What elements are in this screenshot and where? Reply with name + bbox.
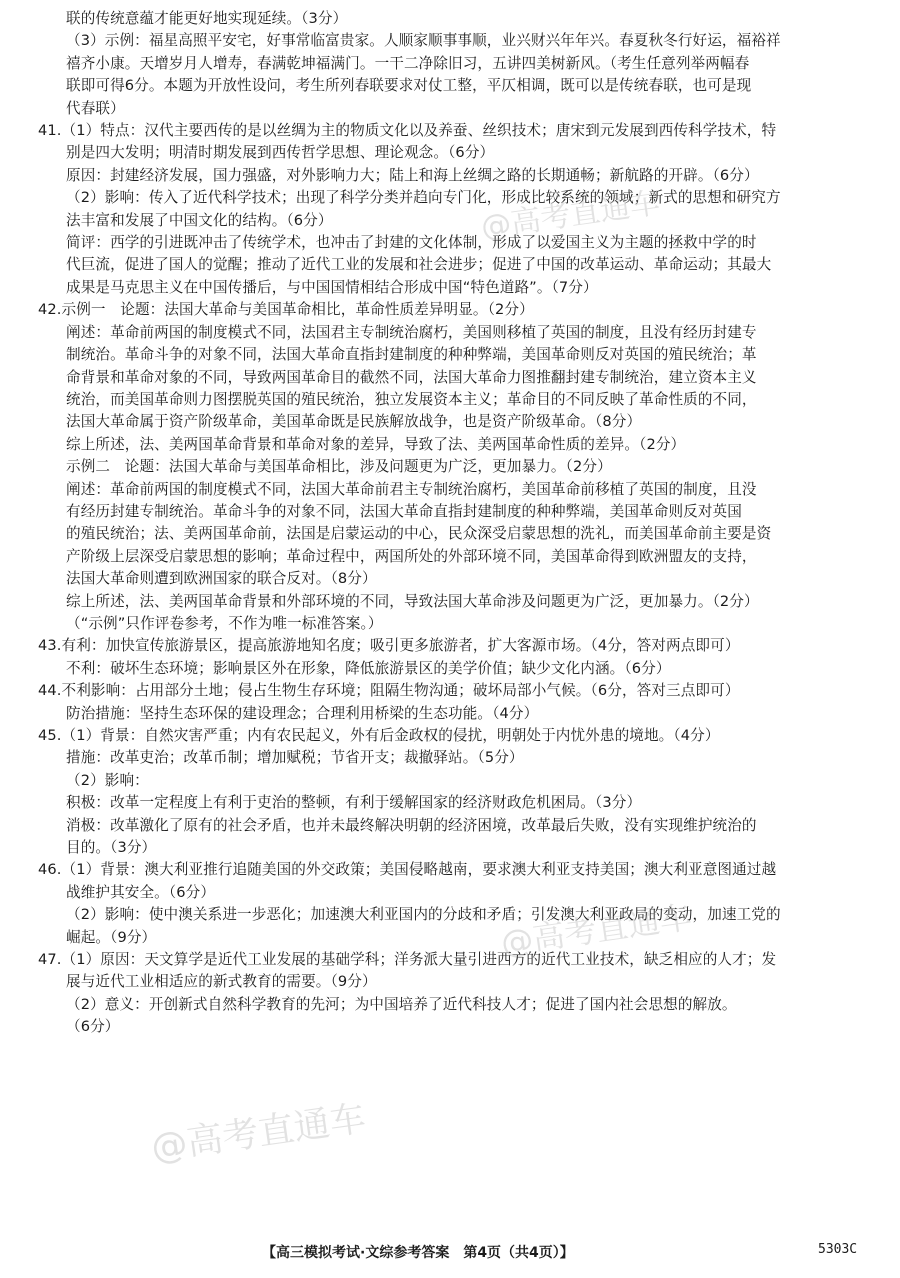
text-line: 阐述：革命前两国的制度模式不同，法国大革命前君主专制统治腐朽，美国革命前移植了英国的制度，且没 bbox=[66, 480, 757, 498]
watermark: @高考直通车 bbox=[498, 897, 695, 963]
footer-title: 【高三模拟考试·文综参考答案 第4页（共4页）】 bbox=[262, 1245, 574, 1261]
text-line: 法国大革命属于资产阶级革命，美国革命既是民族解放战争，也是资产阶级革命。（8分） bbox=[66, 413, 642, 431]
text-line: 43.有利：加快宣传旅游景区，提高旅游地知名度；吸引更多旅游者，扩大客源市场。（4分，答对两点即可） bbox=[38, 637, 740, 655]
text-line: 46.（1）背景：澳大利亚推行追随美国的外交政策；美国侵略越南，要求澳大利亚支持美国；澳大利亚意图通过越 bbox=[38, 861, 777, 879]
text-line: 法国大革命则遭到欧洲国家的联合反对。（8分） bbox=[66, 570, 377, 588]
text-line: 44.不利影响：占用部分土地；侵占生物生存环境；阻隔生物沟通；破坏局部小气候。（6分，答对三点即可） bbox=[38, 682, 740, 700]
text-line: 45.（1）背景：自然灾害严重；内有农民起义，外有后金政权的侵扰，明朝处于内忧外患的境地。（4分） bbox=[38, 727, 720, 744]
text-line: 代巨流，促进了国人的觉醒；推动了近代工业的发展和社会进步；促进了中国的改革运动、革命运动；其最大 bbox=[66, 256, 772, 274]
text-line: （2）影响：使中澳关系进一步恶化；加速澳大利亚国内的分歧和矛盾；引发澳大利亚政局的变动，加速工党的 bbox=[66, 906, 781, 924]
text-line: 47.（1）原因：天文算学是近代工业发展的基础学科；洋务派大量引进西方的近代工业技术，缺乏相应的人才；发 bbox=[38, 951, 777, 969]
text-line: 目的。（3分） bbox=[66, 839, 157, 857]
text-line: 消极：改革激化了原有的社会矛盾，也并未最终解决明朝的经济困境，改革最后失败，没有实现维护统治的 bbox=[66, 816, 757, 834]
text-line: 统治，而美国革命则力图摆脱英国的殖民统治，独立发展资本主义；革命目的不同反映了革命性质的不同， bbox=[66, 390, 757, 408]
text-line: 有经历封建专制统治。革命斗争的对象不同，法国大革命直指封建制度的种种弊端，美国革命则反对英国 bbox=[66, 502, 742, 520]
text-line: 命背景和革命对象的不同，导致两国革命目的截然不同，法国大革命力图推翻封建专制统治，建立资本主义 bbox=[66, 368, 757, 386]
text-line: 战维护其安全。（6分） bbox=[66, 883, 216, 901]
text-line: （2）影响：传入了近代科学技术；出现了科学分类并趋向专门化，形成比较系统的领域；新式的思想和研究方 bbox=[66, 189, 781, 207]
text-line: 的殖民统治；法、美两国革命前，法国是启蒙运动的中心，民众深受启蒙思想的洗礼，而美国革命前主要是资 bbox=[66, 525, 772, 543]
text-line: （“示例”只作评卷参考，不作为唯一标准答案。） bbox=[66, 614, 383, 632]
text-line: 展与近代工业相适应的新式教育的需要。（9分） bbox=[66, 973, 377, 991]
text-line: 联即可得6分。本题为开放性设问，考生所列春联要求对仗工整，平仄相调，既可以是传统春联，也可是现 bbox=[66, 77, 752, 95]
text-line: 制统治。革命斗争的对象不同，法国大革命直指封建制度的种种弊端，美国革命则反对英国的殖民统治；革 bbox=[66, 346, 757, 364]
text-line: 代春联） bbox=[66, 99, 125, 117]
watermark: @高考直通车 bbox=[478, 185, 663, 246]
text-line: （6分） bbox=[66, 1018, 120, 1036]
text-line: 综上所述，法、美两国革命背景和革命对象的差异，导致了法、美两国革命性质的差异。（2分） bbox=[66, 435, 686, 453]
text-line: 42.示例一 论题：法国大革命与美国革命相比，革命性质差异明显。（2分） bbox=[38, 301, 534, 319]
text-line: （2）影响： bbox=[66, 771, 149, 789]
text-line: 积极：改革一定程度上有利于吏治的整顿，有利于缓解国家的经济财政危机困局。（3分） bbox=[66, 794, 642, 812]
text-line: 阐述：革命前两国的制度模式不同，法国君主专制统治腐朽，美国则移植了英国的制度，且没有经历封建专 bbox=[66, 323, 757, 341]
text-line: 联的传统意蕴才能更好地实现延续。（3分） bbox=[66, 10, 348, 27]
text-line: 防治措施：坚持生态环保的建设理念；合理利用桥梁的生态功能。（4分） bbox=[66, 704, 539, 722]
text-line: 示例二 论题：法国大革命与美国革命相比，涉及问题更为广泛，更加暴力。（2分） bbox=[66, 458, 612, 476]
text-line: 综上所述，法、美两国革命背景和外部环境的不同，导致法国大革命涉及问题更为广泛，更加暴力。（2分） bbox=[66, 592, 759, 610]
text-line: 不利：破坏生态环境；影响景区外在形象，降低旅游景区的美学价值；缺少文化内涵。（6分） bbox=[66, 659, 671, 677]
text-line: 崛起。（9分） bbox=[66, 928, 157, 946]
text-line: 措施：改革吏治；改革币制；增加赋税；节省开支；裁撤驿站。（5分） bbox=[66, 749, 524, 767]
text-line: 原因：封建经济发展，国力强盛，对外影响力大；陆上和海上丝绸之路的长期通畅；新航路的开辟。（6分） bbox=[66, 166, 759, 184]
text-line: 成果是马克思主义在中国传播后，与中国国情相结合形成中国“特色道路”。（7分） bbox=[66, 278, 598, 296]
page-footer bbox=[0, 1242, 900, 1262]
text-line: 别是四大发明；明清时期发展到西传哲学思想、理论观念。（6分） bbox=[66, 144, 495, 162]
answer-content bbox=[38, 8, 874, 1039]
text-line: 41.（1）特点：汉代主要西传的是以丝绸为主的物质文化以及养蚕、丝织技术；唐宋到元发展到西传科学技术，特 bbox=[38, 122, 777, 140]
footer-code: 5303C bbox=[818, 1242, 858, 1257]
text-line: （2）意义：开创新式自然科学教育的先河；为中国培养了近代科技人才；促进了国内社会思想的解放。 bbox=[66, 995, 737, 1013]
text-line: 简评：西学的引进既冲击了传统学术，也冲击了封建的文化体制，形成了以爱国主义为主题的拯救中学的时 bbox=[66, 234, 757, 252]
text-line: 法丰富和发展了中国文化的结构。（6分） bbox=[66, 211, 333, 229]
text-line: 禧齐小康。天增岁月人增寿，春满乾坤福满门。一干二净除旧习，五讲四美树新风。（考生任意列举两幅春 bbox=[66, 54, 750, 72]
text-line: （3）示例：福星高照平安宅，好事常临富贵家。人顺家顺事事顺，业兴财兴年年兴。春夏秋冬行好运，福裕祥 bbox=[66, 32, 781, 50]
watermark: @高考直通车 bbox=[148, 1098, 369, 1169]
text-line: 产阶级上层深受启蒙思想的影响；革命过程中，两国所处的外部环境不同，美国革命得到欧洲盟友的支持， bbox=[66, 547, 757, 565]
